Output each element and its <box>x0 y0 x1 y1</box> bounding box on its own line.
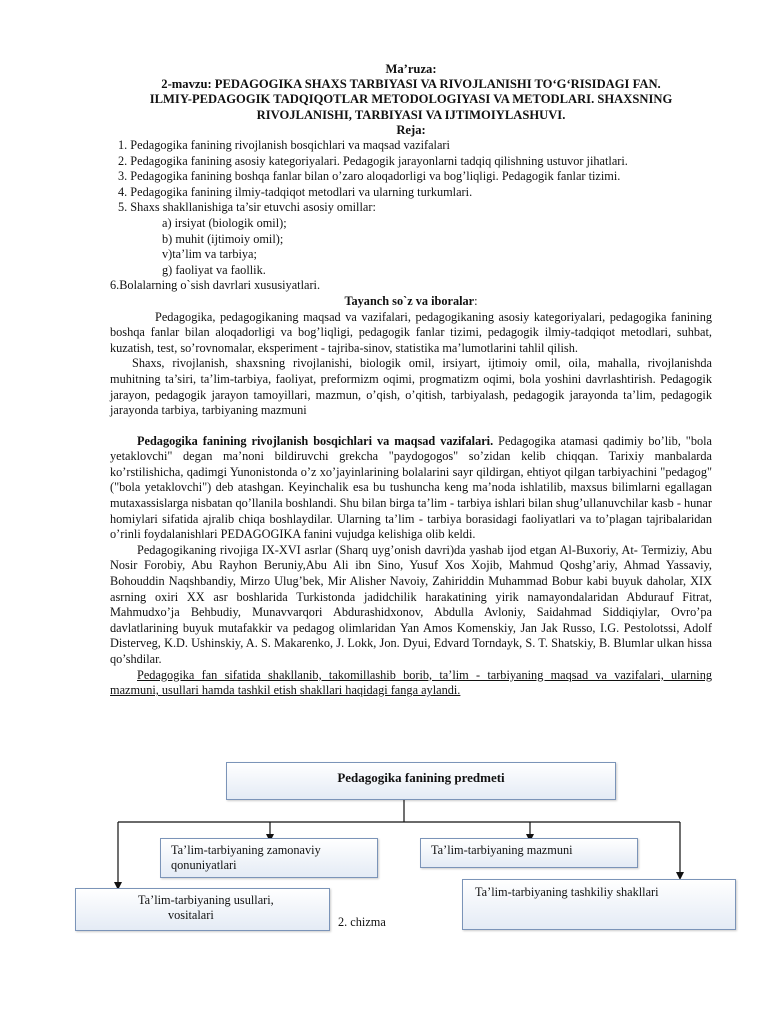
plan-sub-item: g) faoliyat va faollik. <box>162 262 266 277</box>
diagram-box-methods: Ta’lim-tarbiyaning usullari, vositalari <box>75 888 330 931</box>
plan-sub-item: a) irsiyat (biologik omil); <box>162 215 287 230</box>
plan-item: 5. Shaxs shakllanishiga ta’sir etuvchi asosiy omillar: <box>118 200 376 215</box>
keywords-heading: Tayanch so`z va iboralar: <box>344 293 478 308</box>
document-body <box>110 62 712 699</box>
plan-item: 1. Pedagogika fanining rivojlanish bosqichlari va maqsad vazifalari <box>118 138 450 153</box>
plan-item: 6.Bolalarning o`sish davrlari xususiyatlari. <box>110 278 321 293</box>
plan-item: 3. Pedagogika fanining boshqa fanlar bilan o’zaro aloqadorligi va bog’liqligi. Pedagogik fanlar tizimi. <box>118 169 621 184</box>
diagram-caption: 2. chizma <box>338 915 386 929</box>
topic-title-line: ILMIY-PEDAGOGIK TADQIQOTLAR METODOLOGIYASI VA METODLARI. SHAXSNING <box>149 92 673 107</box>
section-paragraph: Pedagogika fan sifatida shakllanib, takomillashib borib, ta’lim - tarbiyaning maqsad va vazifalari, ularning mazmuni, usullari hamda tashkil etish shakllari haqidagi fanga aylandi. <box>110 667 712 698</box>
topic-title-line: 2-mavzu: PEDAGOGIKA SHAXS TARBIYASI VA RIVOJLANISHI TO‘G‘RISIDAGI FAN. <box>161 77 661 92</box>
diagram-box-content: Ta’lim-tarbiyaning mazmuni <box>420 838 638 868</box>
plan-list <box>110 138 712 278</box>
topic-title-line: RIVOJLANISHI, TARBIYASI VA IJTIMOIYLASHUVI. <box>256 107 566 122</box>
plan-sub-item: v)ta’lim va tarbiya; <box>162 247 257 262</box>
diagram-box-forms: Ta’lim-tarbiyaning tashkiliy shakllari <box>462 879 736 930</box>
plan-item: 4. Pedagogika fanining ilmiy-tadqiqot metodlari va ularning turkumlari. <box>118 184 473 199</box>
title-block <box>110 62 712 138</box>
plan-item: 2. Pedagogika fanining asosiy kategoriyalari. Pedagogik jarayonlarni tadqiq qilishning ustuvor jihatlari. <box>118 153 628 168</box>
section-heading: Pedagogika fanining rivojlanish bosqichlari va maqsad vazifalari. <box>137 433 494 448</box>
lecture-label: Ma’ruza: <box>385 62 437 76</box>
diagram-box-subject: Pedagogika fanining predmeti <box>226 762 616 800</box>
section-paragraph: Pedagogikaning rivojiga IX-XVI asrlar (Sharq uyg’onish davri)da yashab ijod etgan Al-Buxoriy, At- Termiziy, Abu Nosir Forobiy, Abu Rayhon Beruniy,Abu Ali ibn Sino, Yusuf Xos Xojib, Mahmud Qoshg’ariy, Ahmad Yassaviy, Bohouddin Naqshbandiy, Mirzo Ulug’bek, Mir Alisher Navoiy, Zahiriddin Muhammad Bobur kabi buyuk daholar, XIX asrning oxiri XX asr boshlarida Turkistonda jadidchilik harakatining yirik namayondalaridan Abdurauf Fitrat, Mahmudxo’ja Behbudiy, Munavvarqori Abdurashidxonov, Abdulla Avloniy, Saidahmad Siddiqiylar, Ovro’pa davlatlarining buyuk mutafakkir va pedagog olimlaridan Yan Amos Komenskiy, Jan Jak Russo, I.G. Pestolotssi, Adolf Disterveg, K.D. Ushinskiy, A. S. Makarenko, J. Lokk, Jon. Dyui, Edvard Torndayk, S. T. Shatskiy, B. Blumlar ulkan hissa qo’shdilar. <box>110 542 712 667</box>
plan-sub-item: b) muhit (ijtimoiy omil); <box>162 231 284 246</box>
keywords-paragraph: Shaxs, rivojlanish, shaxsning rivojlanishi, biologik omil, irsiyart, ijtimoiy omil, oila, mahalla, rivojlanishda muhitning ta’siri, ta’lim-tarbiya, faoliyat, preformizm oqimi, progmatizm oqimi, bola yoshini davrlashtirish. Pedagogik jarayon, pedagogik jarayon tamoyillari, mazmun, o’qish, o’qitish, tarbiyalash, pedagogik jarayonda ta’lim, pedagogik jarayonda tarbiya, tarbiyaning mazmuni <box>110 356 712 418</box>
section-paragraph: Pedagogika fanining rivojlanish bosqichlari va maqsad vazifalari. Pedagogika atamasi qadimiy bo’lib, "bola yetaklovchi" degan ma’noni bildiruvchi grekcha "paydogogos" so’zidan kelib chiqqan. Tarixiy manbalarda ko’rstilishicha, qadimgi Yunonistonda o’z xo’jayinlarining bolalarini sayr qildirgan, ehtiyot qilgan tarbiyachini "pedagog" ("bola yetaklovchi") deb atashgan. Keyinchalik esa bu tushuncha keng ma’noda ishlatilib, maxsus bilimlarni egallagan mutaxassislarga nisbatan qo’llanila boshlandi. Shu bilan birga ta’lim - tarbiya ishlari bilan shug’ullanuvchilar kasb - hunar homiylari sifatida ajralib chiqa boshlaydilar. Ularning ta’lim - tarbiya borasidagi faoliyatlari va to’plagan tajribalaridan o’rinli foydalanishlari PEDAGOGIKA fanini vujudga kelishiga olib keldi. <box>110 433 712 542</box>
plan-heading: Reja: <box>396 122 426 137</box>
diagram-box-laws: Ta’lim-tarbiyaning zamonaviy qonuniyatlari <box>160 838 378 878</box>
keywords-paragraph: Pedagogika, pedagogikaning maqsad va vazifalari, pedagogikaning asosiy kategoriyalari, pedagogika fanining boshqa fanlar bilan aloqadorligi va bog’liqligi, pedagogik fanlar tizimi, pedagogik ilmiy-tadqiqot metodlari, suhbat, kuzatish, test, so’rovnomalar, eksperiment - tajriba-sinov, statistika ma’lumotlarini tahlil qilish. <box>110 309 712 355</box>
